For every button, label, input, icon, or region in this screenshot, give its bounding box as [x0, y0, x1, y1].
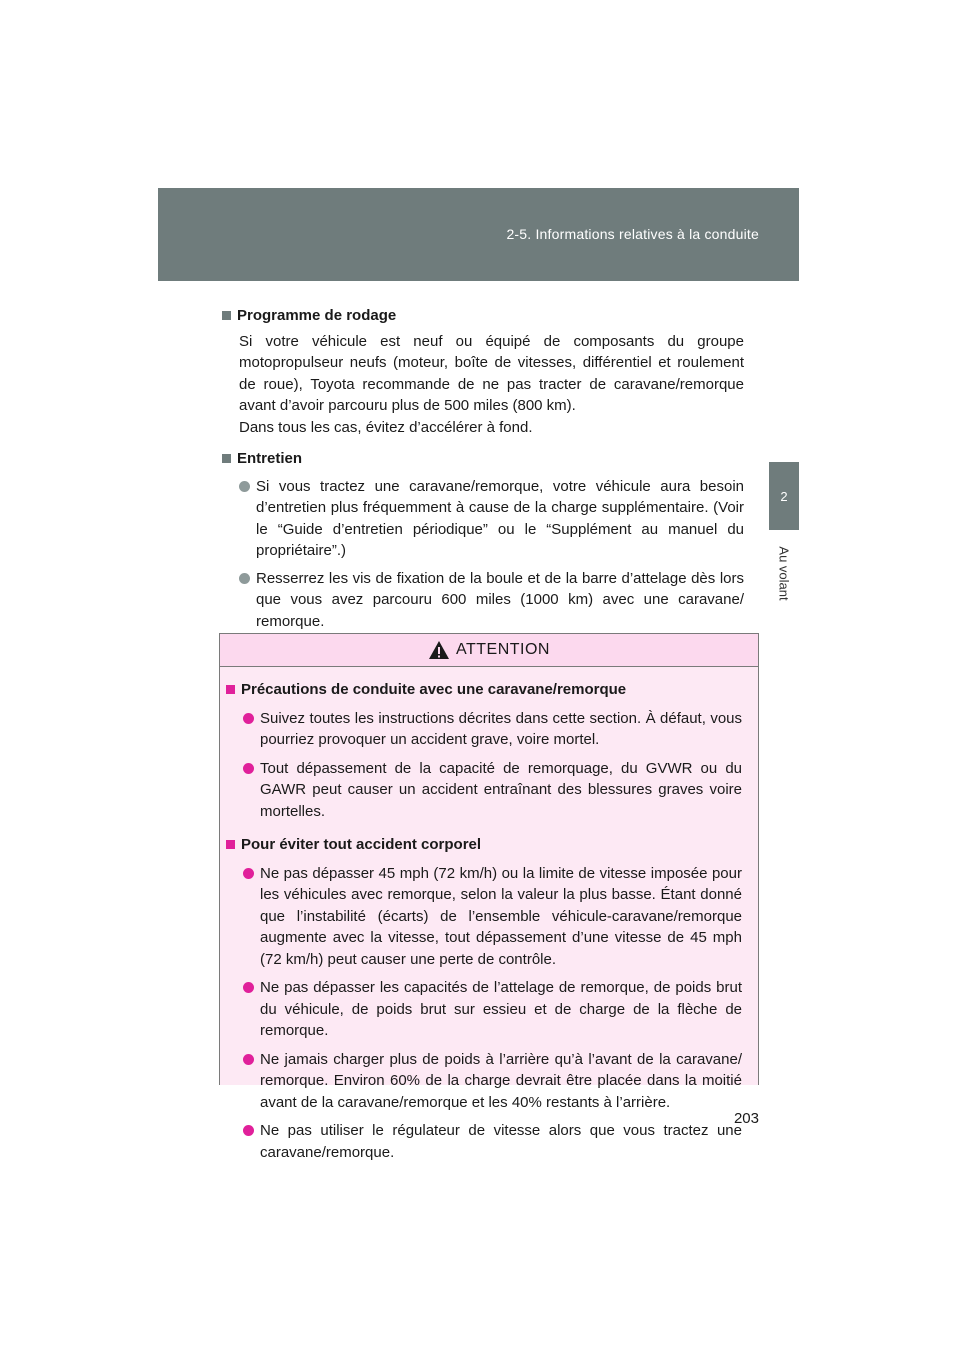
list-item	[226, 977, 742, 1042]
section-header-band	[158, 188, 799, 281]
list-item-text: Ne pas utiliser le régulateur de vitesse alors que vous tractez une caravane/remorque.	[260, 1122, 742, 1161]
rodage-paragraph-2: Dans tous les cas, évitez d’accélérer à fond.	[239, 418, 533, 436]
list-item-text: Suivez toutes les instructions décrites dans cette section. À défaut, vous pourriez provoquer un accident grave, voire mortel.	[260, 709, 742, 748]
circle-bullet-icon	[243, 868, 254, 879]
circle-bullet-icon	[243, 982, 254, 993]
section-title-rodage: Programme de rodage	[237, 307, 397, 324]
list-item-text: Ne pas dépasser 45 mph (72 km/h) ou la limite de vitesse imposée pour les véhicules avec remorque, selon la valeur la plus basse. Étant donné que l’instabilité (écarts) de l’ensemble véhicule-caravane/remorque augmente avec la vitesse, tout dépassement d’une vitesse de 45 mph (72 km/h) peut causer une perte de contrôle.	[260, 864, 742, 968]
section-title: 2-5. Informations relatives à la conduite	[506, 226, 759, 242]
main-content	[222, 305, 744, 632]
attention-section-title: Pour éviter tout accident corporel	[241, 836, 482, 853]
section-title-entretien: Entretien	[237, 450, 303, 467]
circle-bullet-icon	[243, 1054, 254, 1065]
list-item	[226, 1049, 742, 1114]
list-item-text: Si vous tractez une caravane/remorque, votre véhicule aura besoin d’entretien plus fréquemment à cause de la charge supplémentaire. (Voir le “Guide d’entretien périodique” ou le “Supplément au manuel du propriétaire”.)	[256, 477, 744, 559]
page-number: 203	[733, 1110, 759, 1127]
section-heading-entretien	[222, 448, 744, 470]
circle-bullet-icon	[243, 1125, 254, 1136]
circle-bullet-icon	[239, 481, 250, 492]
attention-header	[220, 634, 758, 667]
chapter-label-container	[760, 538, 808, 608]
square-bullet-icon	[226, 685, 235, 694]
list-item-text: Resserrez les vis de fixation de la boule et de la barre d’attelage dès lors que vous avez parcouru 600 miles (1000 km) avec une caravane/ remorque.	[256, 569, 744, 630]
circle-bullet-icon	[243, 713, 254, 724]
chapter-tab	[769, 462, 799, 530]
circle-bullet-icon	[239, 573, 250, 584]
chapter-label: Au volant	[776, 545, 792, 601]
list-item	[226, 863, 742, 971]
attention-section-heading	[226, 834, 742, 856]
chapter-number: 2	[780, 488, 788, 504]
section-heading-rodage	[222, 305, 744, 327]
list-item	[222, 476, 744, 562]
list-item	[226, 758, 742, 823]
square-bullet-icon	[226, 840, 235, 849]
square-bullet-icon	[222, 311, 231, 320]
list-item	[226, 1120, 742, 1163]
list-item-text: Ne pas dépasser les capacités de l’attelage de remorque, de poids brut du véhicule, de poids brut sur essieu et de charge de la flèche de remorque.	[260, 979, 742, 1039]
warning-triangle-icon	[428, 640, 450, 660]
list-item-text: Tout dépassement de la capacité de remorquage, du GVWR ou du GAWR peut causer un accident entraînant des blessures graves voire mortelles.	[260, 759, 742, 820]
rodage-paragraph: Si votre véhicule est neuf ou équipé de composants du groupe motopropulseur neufs (moteur, boîte de vitesses, différentiel et roulement de roue), Toyota recommande de ne pas tracter de caravane/remorque avant d’avoir parcouru plus de 500 miles (800 km).	[239, 332, 744, 414]
attention-label: ATTENTION	[456, 641, 550, 658]
circle-bullet-icon	[243, 763, 254, 774]
list-item	[222, 568, 744, 633]
attention-section-title: Précautions de conduite avec une caravane/remorque	[241, 681, 627, 698]
attention-section-heading	[226, 679, 742, 701]
square-bullet-icon	[222, 454, 231, 463]
list-item-text: Ne jamais charger plus de poids à l’arrière qu’à l’avant de la caravane/ remorque. Environ 60% de la charge devrait être placée dans la moitié avant de la caravane/remorque et les 40% restants à l’arrière.	[260, 1050, 742, 1111]
list-item	[226, 708, 742, 751]
